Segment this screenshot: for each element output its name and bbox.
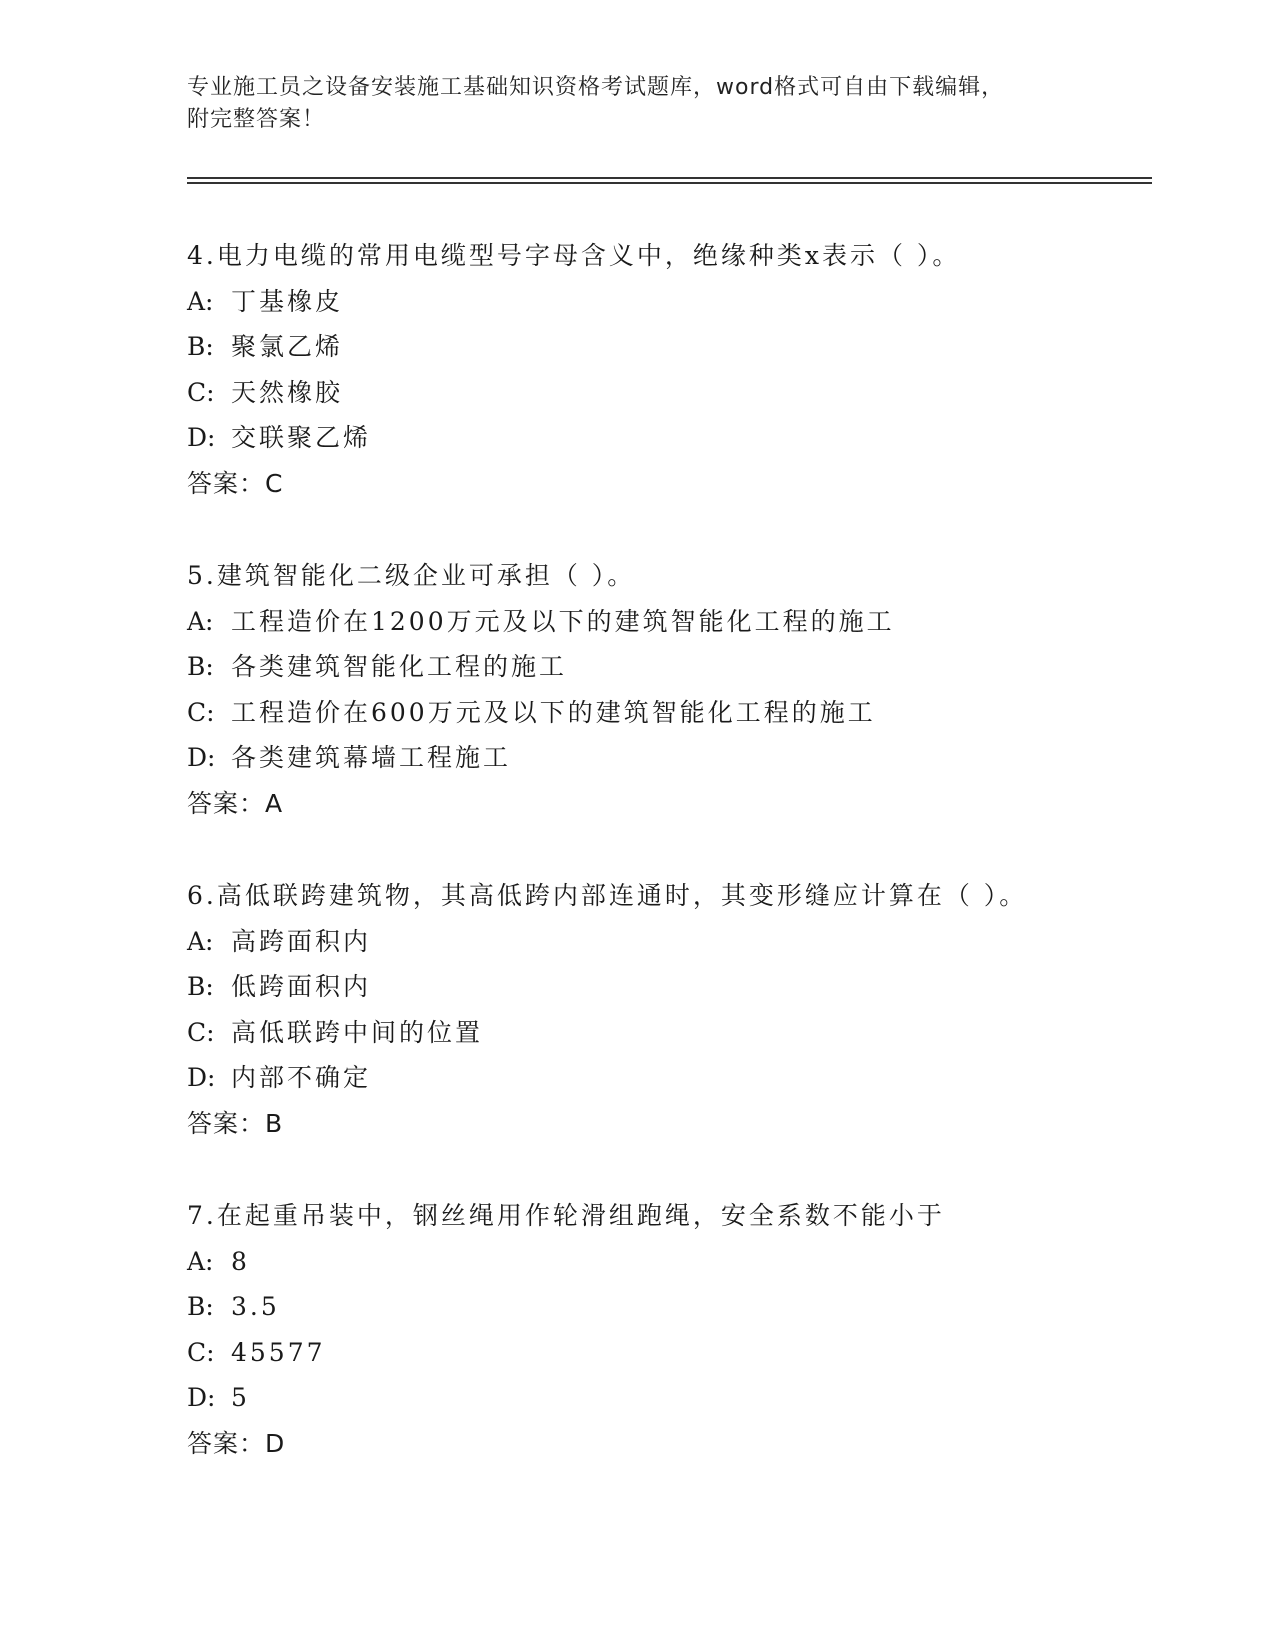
option-d — [187, 735, 1147, 781]
option-key: B: — [187, 972, 214, 1001]
header-divider-top — [187, 177, 1152, 179]
question-title: 7.在起重吊装中，钢丝绳用作轮滑组跑绳，安全系数不能小于 — [187, 1201, 945, 1230]
document-header — [187, 72, 1087, 136]
header-line-1: 专业施工员之设备安装施工基础知识资格考试题库，word格式可自由下载编辑， — [187, 75, 1005, 100]
option-text: 各类建筑智能化工程的施工 — [231, 652, 568, 681]
answer: 答案：B — [187, 1108, 284, 1138]
option-text: 聚氯乙烯 — [231, 332, 344, 361]
option-key: D: — [187, 423, 216, 452]
option-text: 高低联跨中间的位置 — [231, 1017, 484, 1047]
option-key: C: — [187, 377, 215, 407]
option-d — [187, 415, 1147, 461]
option-text: 丁基橡皮 — [231, 286, 344, 316]
option-key: A: — [187, 286, 214, 316]
option-c — [187, 370, 1147, 416]
option-key: B: — [187, 1292, 214, 1321]
header-divider-bottom — [187, 182, 1152, 184]
question-7 — [187, 1193, 1147, 1466]
option-text: 8 — [231, 1246, 250, 1276]
option-key: B: — [187, 332, 214, 361]
option-c — [187, 1010, 1147, 1056]
option-key: D: — [187, 1063, 216, 1092]
question-5 — [187, 553, 1147, 826]
answer: 答案：A — [187, 788, 284, 818]
answer: 答案：C — [187, 468, 284, 498]
option-key: C: — [187, 1017, 215, 1047]
option-c — [187, 1330, 1147, 1376]
question-6 — [187, 873, 1147, 1146]
option-c — [187, 690, 1147, 736]
option-key: A: — [187, 926, 214, 956]
option-d — [187, 1055, 1147, 1101]
option-text: 内部不确定 — [231, 1063, 372, 1092]
answer: 答案：D — [187, 1428, 286, 1458]
option-text: 3.5 — [231, 1292, 280, 1321]
option-text: 45577 — [231, 1337, 326, 1367]
option-key: C: — [187, 1337, 215, 1367]
question-title: 6.高低联跨建筑物，其高低跨内部连通时，其变形缝应计算在（ ）。 — [187, 881, 1028, 910]
question-title: 4.电力电缆的常用电缆型号字母含义中，绝缘种类x表示（ ）。 — [187, 241, 961, 270]
option-key: D: — [187, 743, 216, 772]
option-key: B: — [187, 652, 214, 681]
option-text: 交联聚乙烯 — [231, 423, 372, 452]
option-text: 天然橡胶 — [231, 377, 344, 407]
option-key: A: — [187, 606, 214, 636]
option-b — [187, 644, 1147, 690]
option-key: A: — [187, 1246, 214, 1276]
option-b — [187, 324, 1147, 370]
option-a — [187, 599, 1147, 645]
option-b — [187, 1284, 1147, 1330]
option-a — [187, 1239, 1147, 1285]
option-text: 各类建筑幕墙工程施工 — [231, 743, 512, 772]
option-a — [187, 919, 1147, 965]
option-a — [187, 279, 1147, 325]
option-key: D: — [187, 1383, 216, 1412]
option-text: 5 — [231, 1383, 250, 1412]
header-line-2: 附完整答案！ — [187, 107, 326, 132]
question-title: 5.建筑智能化二级企业可承担（ ）。 — [187, 561, 636, 590]
option-text: 低跨面积内 — [231, 972, 372, 1001]
option-text: 工程造价在1200万元及以下的建筑智能化工程的施工 — [231, 606, 895, 636]
option-text: 工程造价在600万元及以下的建筑智能化工程的施工 — [231, 697, 876, 727]
option-d — [187, 1375, 1147, 1421]
option-b — [187, 964, 1147, 1010]
option-text: 高跨面积内 — [231, 926, 372, 956]
option-key: C: — [187, 697, 215, 727]
question-4 — [187, 233, 1147, 506]
